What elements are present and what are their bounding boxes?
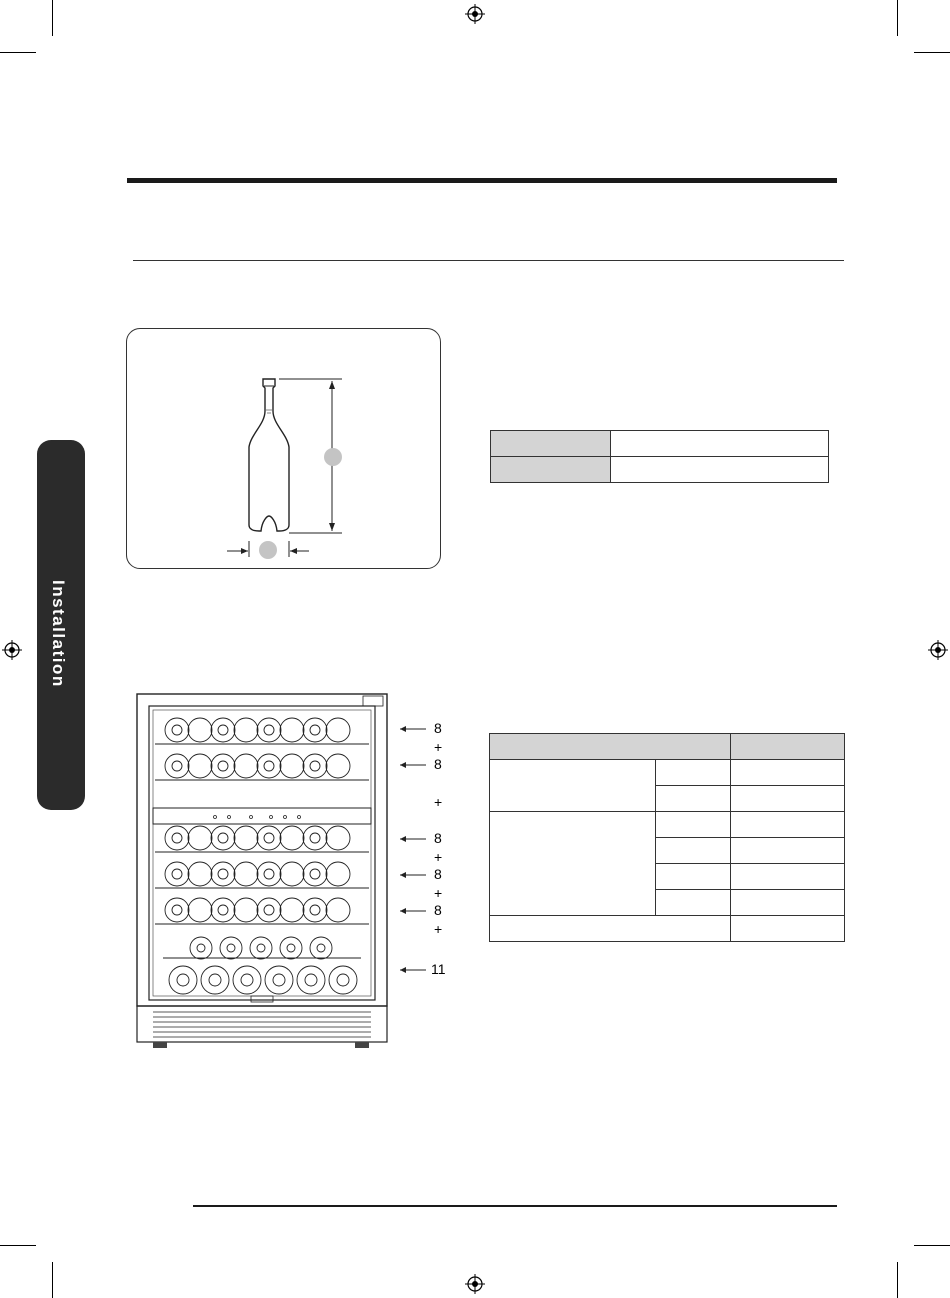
shelf-capacity-5: 8: [434, 902, 442, 918]
bottle-end-icon: [287, 944, 295, 952]
bottle-end-icon: [218, 761, 228, 771]
bottle-end-icon: [303, 718, 327, 742]
bottle-end-icon: [280, 754, 304, 778]
bottle-end-icon: [326, 718, 350, 742]
bottle-end-icon: [305, 974, 317, 986]
table-cell: [611, 431, 829, 457]
bottle-end-icon: [326, 898, 350, 922]
table-cell: [731, 838, 845, 864]
table-cell: [490, 760, 656, 812]
bottle-end-icon: [264, 905, 274, 915]
table-cell: [656, 786, 731, 812]
table-cell: [491, 431, 611, 457]
table-cell: [611, 457, 829, 483]
bottle-end-icon: [241, 974, 253, 986]
wine-bottle-icon: [127, 329, 439, 567]
bottle-end-icon: [211, 898, 235, 922]
bottle-end-icon: [280, 937, 302, 959]
arrow-icon: [398, 906, 428, 916]
bottle-end-icon: [337, 974, 349, 986]
bottle-end-icon: [234, 718, 258, 742]
crop-mark: [914, 1245, 950, 1246]
bottle-end-icon: [227, 944, 235, 952]
bottle-end-icon: [172, 833, 182, 843]
bottle-end-icon: [233, 966, 261, 994]
table-cell: [490, 812, 656, 916]
table-row: [490, 734, 845, 760]
bottle-end-icon: [211, 826, 235, 850]
table-row: [490, 760, 845, 786]
table-cell: [490, 916, 731, 942]
arrow-icon: [398, 870, 428, 880]
bottle-end-icon: [172, 761, 182, 771]
bottle-end-icon: [257, 718, 281, 742]
bottle-end-icon: [317, 944, 325, 952]
bottle-end-icon: [234, 898, 258, 922]
bottle-end-icon: [280, 826, 304, 850]
table-cell: [656, 760, 731, 786]
bottle-end-icon: [257, 826, 281, 850]
bottle-end-icon: [234, 826, 258, 850]
bottle-end-icon: [310, 905, 320, 915]
registration-mark-icon: [465, 1274, 485, 1294]
shelf-capacity-plus-5: +: [434, 921, 443, 937]
table-cell: [731, 890, 845, 916]
table-cell: [491, 457, 611, 483]
bottle-end-icon: [280, 718, 304, 742]
crop-mark: [914, 52, 950, 53]
bottle-end-icon: [257, 898, 281, 922]
bottle-end-icon: [303, 862, 327, 886]
bottle-end-icon: [303, 754, 327, 778]
bottle-end-icon: [211, 754, 235, 778]
bottle-dimension-figure: [126, 328, 441, 569]
bottle-end-icon: [329, 966, 357, 994]
bottle-end-icon: [218, 725, 228, 735]
table-cell: [731, 916, 845, 942]
side-tab-label: Installation: [49, 580, 68, 688]
table-row: [490, 916, 845, 942]
bottle-end-icon: [326, 826, 350, 850]
bottle-end-icon: [209, 974, 221, 986]
bottle-end-icon: [280, 862, 304, 886]
bottle-end-icon: [165, 754, 189, 778]
bottle-end-icon: [188, 862, 212, 886]
bottle-end-icon: [165, 862, 189, 886]
bottle-end-icon: [273, 974, 285, 986]
bottle-size-table: [490, 430, 829, 483]
table-cell: [731, 864, 845, 890]
table-cell: [656, 890, 731, 916]
bottle-end-icon: [257, 944, 265, 952]
table-cell: [656, 864, 731, 890]
registration-mark-icon: [2, 640, 22, 660]
bottle-end-icon: [188, 718, 212, 742]
bottle-end-icon: [310, 761, 320, 771]
bottle-end-icon: [220, 937, 242, 959]
table-row: [490, 812, 845, 838]
bottle-end-icon: [165, 718, 189, 742]
table-cell: [731, 786, 845, 812]
bottle-end-icon: [310, 937, 332, 959]
table-row: [491, 457, 829, 483]
shelf-capacity-plus-3: +: [434, 849, 443, 865]
bottle-end-icon: [172, 725, 182, 735]
bottle-end-icon: [257, 862, 281, 886]
table-cell: [656, 812, 731, 838]
bottle-end-icon: [169, 966, 197, 994]
registration-mark-icon: [465, 4, 485, 24]
shelf-capacity-6: 11: [431, 961, 446, 977]
bottle-end-icon: [165, 826, 189, 850]
wine-cellar-front-diagram: [133, 690, 393, 1050]
table-header-cell: [490, 734, 731, 760]
footer-rule: [193, 1205, 837, 1207]
crop-mark: [0, 52, 36, 53]
bottle-end-icon: [188, 826, 212, 850]
table-cell: [731, 760, 845, 786]
bottle-end-icon: [218, 833, 228, 843]
bottle-end-icon: [297, 966, 325, 994]
shelf-capacity-1: 8: [434, 720, 442, 736]
bottle-end-icon: [188, 754, 212, 778]
shelf-capacity-plus-1: +: [434, 739, 443, 755]
table-cell: [656, 838, 731, 864]
bottle-end-icon: [326, 754, 350, 778]
bottle-end-icon: [234, 754, 258, 778]
bottle-end-icon: [264, 869, 274, 879]
arrow-icon: [398, 965, 428, 975]
shelf-capacity-2: 8: [434, 756, 442, 772]
bottle-end-icon: [211, 718, 235, 742]
crop-mark: [897, 0, 898, 36]
bottle-end-icon: [201, 966, 229, 994]
bottle-end-icon: [197, 944, 205, 952]
crop-mark: [52, 0, 53, 36]
bottle-end-icon: [310, 869, 320, 879]
bottle-end-icon: [264, 761, 274, 771]
table-header-cell: [731, 734, 845, 760]
registration-mark-icon: [928, 640, 948, 660]
bottle-end-icon: [257, 754, 281, 778]
bottle-end-icon: [172, 905, 182, 915]
capacity-table: [489, 733, 845, 942]
bottle-end-icon: [264, 725, 274, 735]
shelf-capacity-plus-4: +: [434, 885, 443, 901]
arrow-icon: [398, 760, 428, 770]
bottle-end-icon: [310, 833, 320, 843]
bottle-end-icon: [264, 833, 274, 843]
bottle-end-icon: [188, 898, 212, 922]
crop-mark: [897, 1262, 898, 1298]
bottle-end-icon: [310, 725, 320, 735]
arrow-icon: [398, 834, 428, 844]
crop-mark: [0, 1245, 36, 1246]
crop-mark: [52, 1262, 53, 1298]
bottle-end-icon: [172, 869, 182, 879]
bottle-end-icon: [211, 862, 235, 886]
bottle-end-icon: [218, 869, 228, 879]
bottle-end-icon: [165, 898, 189, 922]
header-rule: [127, 178, 837, 183]
arrow-icon: [398, 724, 428, 734]
table-row: [491, 431, 829, 457]
bottle-end-icon: [177, 974, 189, 986]
shelf-capacity-3: 8: [434, 830, 442, 846]
bottle-end-icon: [218, 905, 228, 915]
bottle-end-icon: [250, 937, 272, 959]
bottle-end-icon: [326, 862, 350, 886]
bottle-end-icon: [280, 898, 304, 922]
table-cell: [731, 812, 845, 838]
shelf-capacity-plus-2: +: [434, 794, 443, 810]
section-rule: [133, 260, 844, 261]
bottle-end-icon: [234, 862, 258, 886]
bottle-end-icon: [265, 966, 293, 994]
shelf-capacity-4: 8: [434, 866, 442, 882]
bottle-end-icon: [190, 937, 212, 959]
bottle-end-icon: [303, 898, 327, 922]
bottle-end-icon: [303, 826, 327, 850]
